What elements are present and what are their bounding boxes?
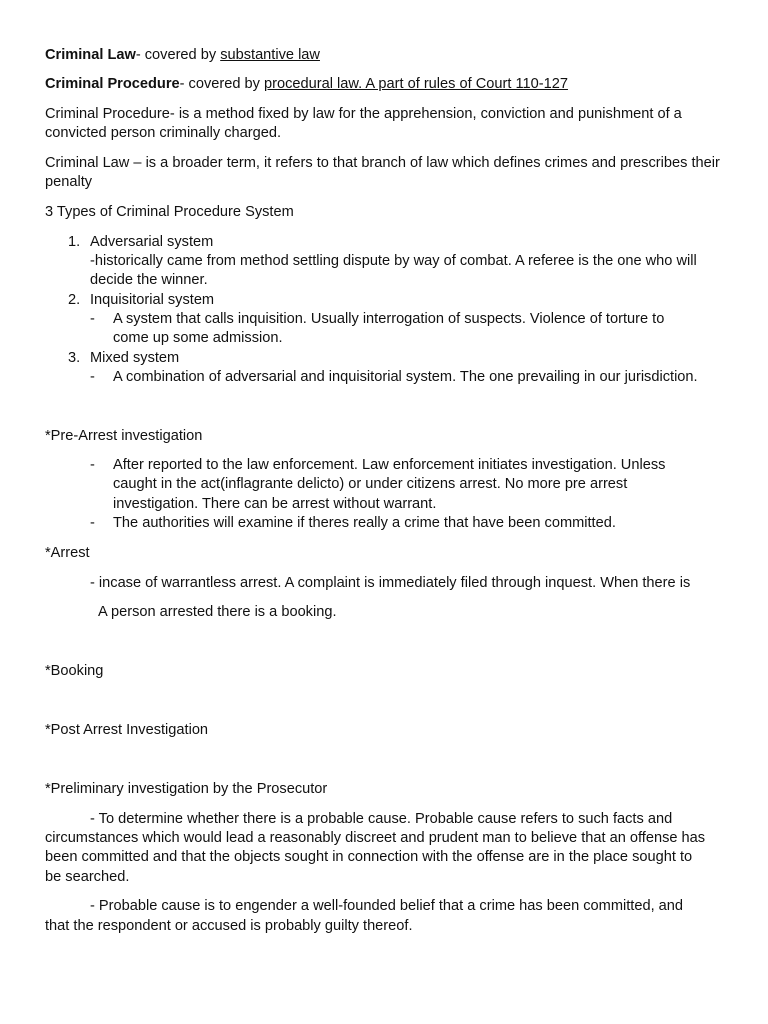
types-heading: 3 Types of Criminal Procedure System <box>45 204 294 220</box>
bullet-dash: - <box>90 457 95 473</box>
bullet-dash: - <box>90 311 95 327</box>
paragraph-criminal-law-definition: Criminal Law – is a broader term, it refers to that branch of law which defines crimes and prescribes their penalty <box>45 155 720 191</box>
list-number: 2. <box>68 292 81 308</box>
list-item-inquisitorial: Inquisitorial system <box>90 292 215 308</box>
post-arrest-heading: *Post Arrest Investigation <box>45 722 209 738</box>
heading-criminal-procedure-text: - covered by <box>179 76 264 92</box>
substantive-law-link-text: substantive law <box>220 47 320 63</box>
term-criminal-procedure: Criminal Procedure <box>45 76 180 92</box>
preliminary-para2-rest: that the respondent or accused is probably guilty thereof. <box>45 918 413 934</box>
pre-arrest-heading: *Pre-Arrest investigation <box>45 428 203 444</box>
bullet-dash: - <box>90 515 95 531</box>
heading-criminal-procedure <box>45 75 568 94</box>
inquisitorial-description: A system that calls inquisition. Usually interrogation of suspects. Violence of torture to come up some admission. <box>113 311 665 347</box>
preliminary-heading: *Preliminary investigation by the Prosecutor <box>45 781 328 797</box>
heading-criminal-law <box>45 46 320 65</box>
booking-heading: *Booking <box>45 663 104 679</box>
heading-criminal-law-text: - covered by <box>135 47 221 63</box>
preliminary-para1-first-line: - To determine whether there is a probable cause. Probable cause refers to such facts and <box>90 811 673 827</box>
pre-arrest-bullet-2: The authorities will examine if theres really a crime that have been committed. <box>113 515 616 531</box>
list-item-adversarial: Adversarial system <box>90 234 214 250</box>
list-number: 3. <box>68 350 81 366</box>
preliminary-para1-rest: circumstances which would lead a reasonably discreet and prudent man to believe that an offense has been committed and that the objects sought in connection with the offense are in the place sought to be searched. <box>45 830 706 885</box>
paragraph-criminal-procedure-definition: Criminal Procedure- is a method fixed by law for the apprehension, conviction and punishment of a convicted person criminally charged. <box>45 106 682 142</box>
list-item-mixed: Mixed system <box>90 350 180 366</box>
term-criminal-law: Criminal Law <box>45 47 136 63</box>
procedural-law-text: procedural law. A part of rules of Court 110-127 <box>264 76 568 92</box>
arrest-line-2: A person arrested there is a booking. <box>98 604 337 620</box>
mixed-description: A combination of adversarial and inquisitorial system. The one prevailing in our jurisdiction. <box>113 369 698 385</box>
pre-arrest-bullet-1: After reported to the law enforcement. Law enforcement initiates investigation. Unless caught in the act(inflagrante delicto) or under citizens arrest. No more pre arrest investigation. There can be arrest without warrant. <box>113 457 666 512</box>
arrest-line-1: - incase of warrantless arrest. A complaint is immediately filed through inquest. When there is <box>90 575 691 591</box>
preliminary-para2-first-line: - Probable cause is to engender a well-founded belief that a crime has been committed, and <box>90 898 684 914</box>
adversarial-description: -historically came from method settling dispute by way of combat. A referee is the one who will decide the winner. <box>90 253 697 289</box>
arrest-heading: *Arrest <box>45 545 90 561</box>
list-number: 1. <box>68 234 81 250</box>
bullet-dash: - <box>90 369 95 385</box>
